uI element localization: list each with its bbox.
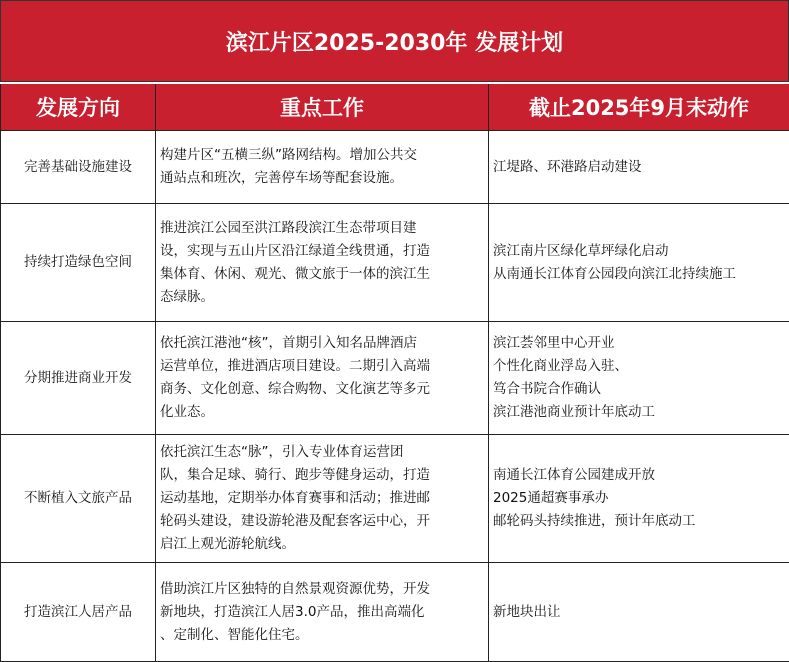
key-work-line: 态绿脉。 <box>160 286 485 309</box>
direction-cell: 打造滨江人居产品 <box>1 563 156 662</box>
table-row <box>1 131 789 204</box>
key-work-line: 队，集合足球、骑行、跑步等健身运动，打造 <box>160 464 485 487</box>
key-work-line: 借助滨江片区独特的自然景观资源优势，开发 <box>160 578 485 601</box>
plan-table <box>0 82 789 662</box>
table-row <box>1 322 789 435</box>
key-work-line: 轮码头建设，建设游轮港及配套客运中心，开 <box>160 510 485 533</box>
actions-cell <box>489 563 789 662</box>
key-work-line: 通站点和班次，完善停车场等配套设施。 <box>160 167 485 190</box>
action-line: 滨江港池商业预计年底动工 <box>493 401 786 424</box>
key-work-cell <box>156 322 489 435</box>
action-line: 滨江荟邻里中心开业 <box>493 332 786 355</box>
direction-cell: 持续打造绿色空间 <box>1 204 156 322</box>
action-line: 南通长江体育公园建成开放 <box>493 464 786 487</box>
key-work-line: 化业态。 <box>160 401 485 424</box>
action-line: 2025通超赛事承办 <box>493 487 786 510</box>
key-work-cell <box>156 131 489 204</box>
actions-cell <box>489 131 789 204</box>
direction-cell: 不断植入文旅产品 <box>1 435 156 563</box>
key-work-line: 商务、文化创意、综合购物、文化演艺等多元 <box>160 378 485 401</box>
action-line: 邮轮码头持续推进，预计年底动工 <box>493 510 786 533</box>
action-line: 新地块出让 <box>493 601 786 624</box>
action-line: 从南通长江体育公园段向滨江北持续施工 <box>493 263 786 286</box>
key-work-cell <box>156 435 489 563</box>
header-actions: 截止2025年9月末动作 <box>489 83 789 131</box>
key-work-line: 启江上观光游轮航线。 <box>160 533 485 556</box>
key-work-line: 运动基地，定期举办体育赛事和活动；推进邮 <box>160 487 485 510</box>
key-work-line: 设，实现与五山片区沿江绿道全线贯通，打造 <box>160 240 485 263</box>
action-line: 江堤路、环港路启动建设 <box>493 156 786 179</box>
key-work-line: 构建片区“五横三纵”路网结构。增加公共交 <box>160 144 485 167</box>
header-row <box>1 83 789 131</box>
key-work-line: 运营单位，推进酒店项目建设。二期引入高端 <box>160 355 485 378</box>
action-line: 滨江南片区绿化草坪绿化启动 <box>493 240 786 263</box>
actions-cell <box>489 435 789 563</box>
header-direction: 发展方向 <box>1 83 156 131</box>
actions-cell <box>489 204 789 322</box>
table-row <box>1 204 789 322</box>
key-work-cell <box>156 204 489 322</box>
key-work-line: 推进滨江公园至洪江路段滨江生态带项目建 <box>160 217 485 240</box>
key-work-line: 、定制化、智能化住宅。 <box>160 624 485 647</box>
header-key-work: 重点工作 <box>156 83 489 131</box>
key-work-line: 依托滨江生态“脉”，引入专业体育运营团 <box>160 441 485 464</box>
key-work-cell <box>156 563 489 662</box>
action-line: 笃合书院合作确认 <box>493 378 786 401</box>
key-work-line: 依托滨江港池“核”，首期引入知名品牌酒店 <box>160 332 485 355</box>
table-row <box>1 563 789 662</box>
key-work-line: 新地块，打造滨江人居3.0产品，推出高端化 <box>160 601 485 624</box>
table-title: 滨江片区2025-2030年 发展计划 <box>0 0 789 82</box>
direction-cell: 分期推进商业开发 <box>1 322 156 435</box>
actions-cell <box>489 322 789 435</box>
table-row <box>1 435 789 563</box>
direction-cell: 完善基础设施建设 <box>1 131 156 204</box>
action-line: 个性化商业浮岛入驻、 <box>493 355 786 378</box>
key-work-line: 集体育、休闲、观光、微文旅于一体的滨江生 <box>160 263 485 286</box>
